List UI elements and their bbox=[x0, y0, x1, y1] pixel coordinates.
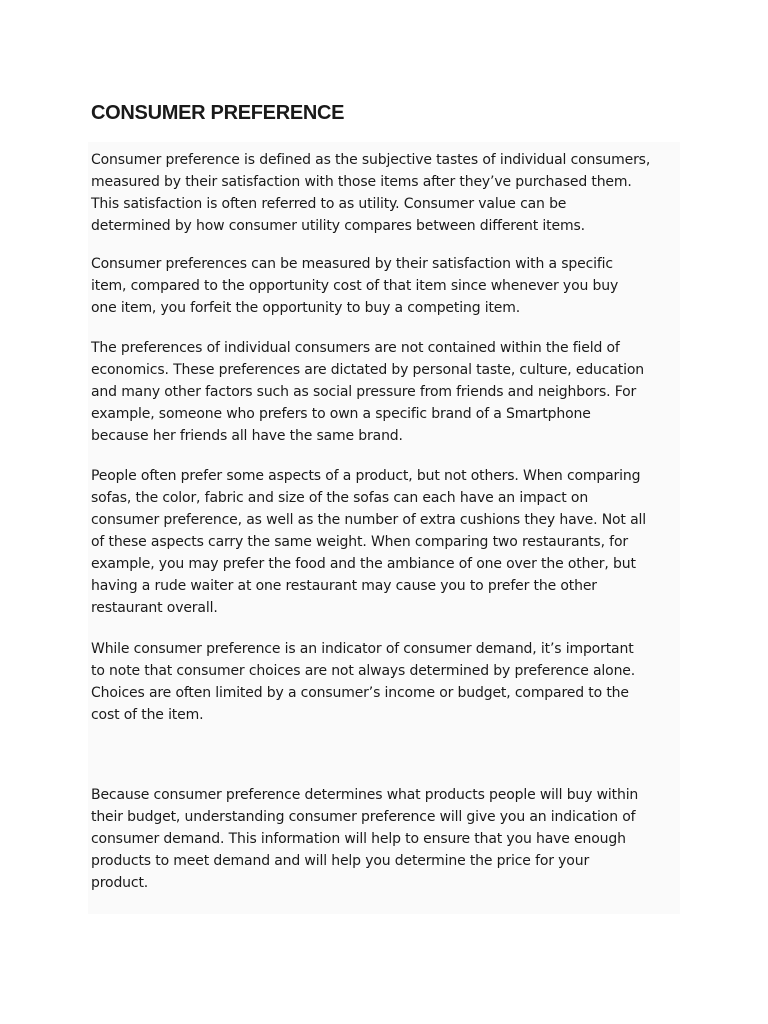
paragraph-demand: While consumer preference is an indicator of consumer demand, it’s important to note that consumer choices are not always determined by preference alone. Choices are often limited by a consumer’s income or budget, compared to the cost of the item. bbox=[91, 641, 636, 723]
paragraph-definition: Consumer preference is defined as the subjective tastes of individual consumers, measured by their satisfaction with those items after they’ve purchased them. This satisfaction is often referred to as utility. Consumer value can be determined by how consumer utility compares between different items. bbox=[91, 152, 651, 234]
document-title: CONSUMER PREFERENCE bbox=[91, 102, 345, 124]
paragraph-factors: The preferences of individual consumers are not contained within the field of economics. These preferences are dictated by personal taste, culture, education and many other factors such as social pressure from friends and neighbors. For example, someone who prefers to own a specific brand of a Smartphone because her friends all have the same brand. bbox=[91, 340, 644, 444]
paragraph-aspects: People often prefer some aspects of a product, but not others. When comparing sofas, the color, fabric and size of the sofas can each have an impact on consumer preference, as well as the number of extra cushions they have. Not all of these aspects carry the same weight. When comparing two restaurants, for example, you may prefer the food and the ambiance of one over the other, but having a rude waiter at one restaurant may cause you to prefer the other restaurant overall. bbox=[91, 468, 646, 616]
paragraph-budget: Because consumer preference determines what products people will buy within their budget, understanding consumer preference will give you an indication of consumer demand. This information will help to ensure that you have enough products to meet demand and will help you determine the price for your product. bbox=[91, 787, 639, 891]
paragraph-measurement: Consumer preferences can be measured by their satisfaction with a specific item, compared to the opportunity cost of that item since whenever you buy one item, you forfeit the opportunity to buy a competing item. bbox=[91, 256, 619, 316]
